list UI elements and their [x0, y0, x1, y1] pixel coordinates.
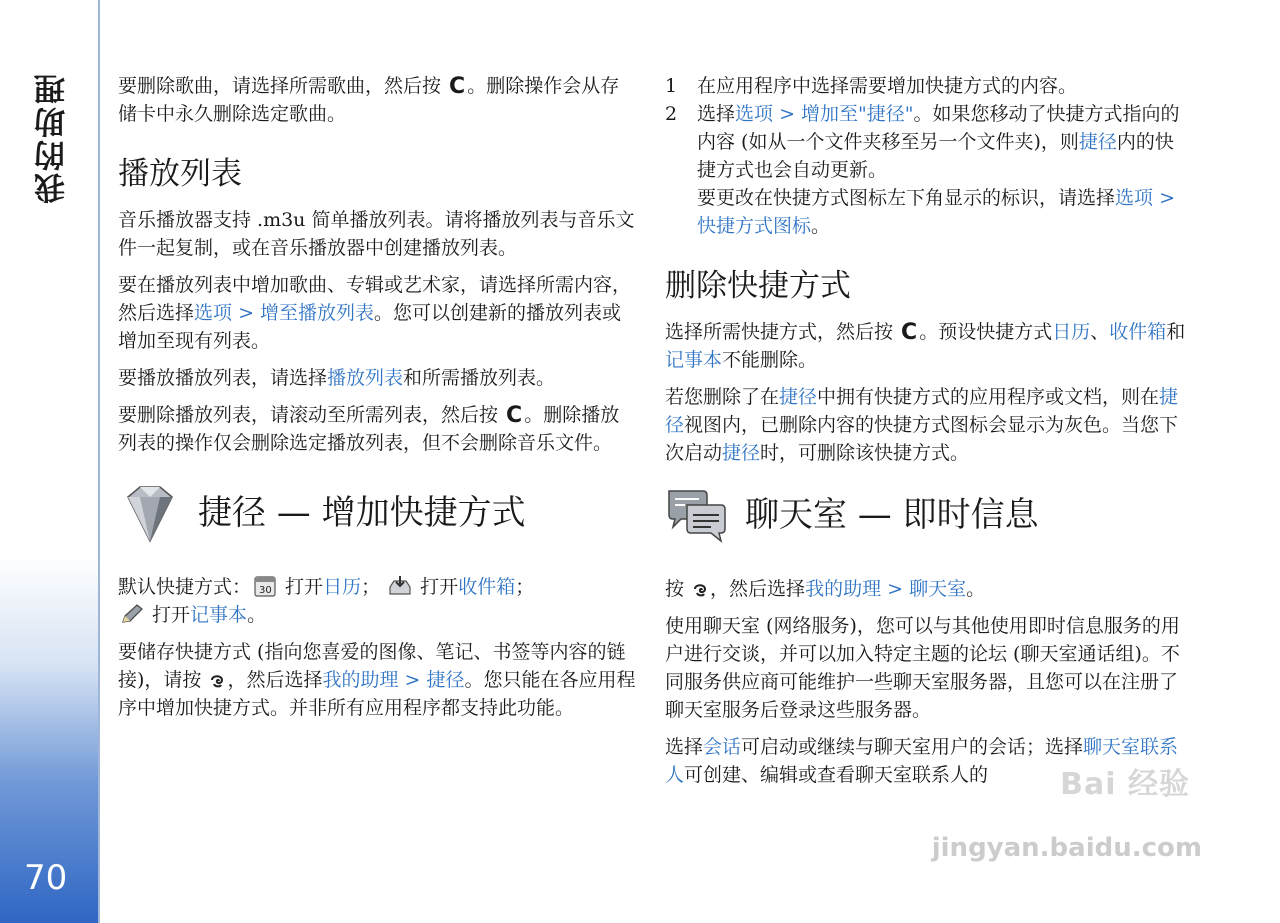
shortcuts-link[interactable]: 捷径 [1078, 131, 1117, 153]
options-link[interactable]: 选项 [735, 103, 774, 125]
add-to-playlist-link[interactable]: 增至播放列表 [260, 302, 375, 324]
menu-key-icon [209, 672, 225, 688]
shortcuts-link[interactable]: 捷径 [426, 669, 465, 691]
diamond-icon [118, 483, 182, 543]
c-key-icon: C [506, 403, 523, 428]
left-column [118, 72, 638, 731]
chat-sessions-paragraph: 选择会话可启动或继续与聊天室用户的会话；选择聊天室联系人可创建、编辑或查看聊天室联系人的 [665, 736, 1179, 786]
watermark-url: jingyan.baidu.com [931, 833, 1202, 863]
step-item: 1 在应用程序中选择需要增加快捷方式的内容。 [665, 75, 1078, 97]
notepad-link[interactable]: 记事本 [190, 604, 248, 626]
chat-section-header [665, 485, 1190, 545]
shortcuts-link[interactable]: 捷径 [665, 386, 1179, 436]
calendar-icon [253, 575, 277, 597]
c-key-icon: C [901, 320, 918, 345]
delete-playlist-paragraph: 要删除播放列表，请滚动至所需列表，然后按 C 。删除播放列表的操作仅会删除选定播放列表，但不会删除音乐文件。 [118, 403, 620, 454]
calendar-link[interactable]: 日历 [323, 576, 362, 598]
deleted-content-paragraph: 若您删除了在捷径中拥有快捷方式的应用程序或文档，则在捷径视图内，已删除内容的快捷方式图标会显示为灰色。当您下次启动捷径时，可删除该快捷方式。 [665, 386, 1179, 464]
chat-link[interactable]: 聊天室 [909, 578, 967, 600]
chat-description-paragraph: 使用聊天室 (网络服务)，您可以与其他使用即时信息服务的用户进行交谈，并可以加入特定主题的论坛 (聊天室通话组)。不同服务供应商可能维护一些聊天室服务器，且您可以在注册了聊天室服务后登录这些服务器。 [665, 615, 1180, 721]
inbox-link[interactable]: 收件箱 [458, 576, 516, 598]
calendar-link[interactable]: 日历 [1052, 321, 1091, 343]
default-shortcuts-paragraph: 默认快捷方式： 30 打开日历； 打开收件箱； 打开记事本。 [118, 576, 535, 626]
page-number: 70 [24, 858, 68, 898]
delete-song-paragraph: 要删除歌曲，请选择所需歌曲，然后按 C 。删除操作会从存储卡中永久删除选定歌曲。 [118, 74, 620, 125]
add-to-playlist-paragraph: 要在播放列表中增加歌曲、专辑或艺术家，请选择所需内容，然后选择选项 > 增至播放列表。您可以创建新的播放列表或增加至现有列表。 [118, 274, 632, 352]
inbox-link[interactable]: 收件箱 [1109, 321, 1167, 343]
shortcuts-link[interactable]: 捷径 [722, 442, 761, 464]
notepad-pencil-icon [120, 603, 144, 625]
chapter-title: 我的助理 [35, 72, 71, 204]
right-column [665, 72, 1190, 798]
chat-heading: 聊天室 — 即时信息 [745, 495, 1039, 535]
shortcut-icon-link[interactable]: 快捷方式图标 [697, 215, 812, 237]
c-key-icon: C [449, 74, 466, 99]
menu-key-icon [692, 581, 708, 597]
play-playlist-paragraph: 要播放播放列表，请选择播放列表和所需播放列表。 [118, 367, 556, 389]
delete-shortcut-heading: 删除快捷方式 [665, 268, 851, 304]
chat-open-paragraph: 按 ，然后选择我的助理 > 聊天室。 [665, 578, 986, 600]
watermark-brand: Bai 经验 [1060, 767, 1190, 802]
playlists-link[interactable]: 播放列表 [327, 367, 404, 389]
playlist-intro-paragraph: 音乐播放器支持 .m3u 简单播放列表。请将播放列表与音乐文件一起复制，或在音乐播放器中创建播放列表。 [118, 209, 635, 259]
my-own-link[interactable]: 我的助理 [805, 578, 882, 600]
chapter-sidebar [0, 0, 100, 923]
shortcut-steps [665, 72, 1190, 240]
shortcuts-link[interactable]: 捷径 [779, 386, 818, 408]
svg-text:30: 30 [259, 585, 272, 596]
inbox-icon [388, 575, 412, 597]
conversations-link[interactable]: 会话 [703, 736, 742, 758]
step-item: 2 选择选项 > 增加至"捷径"。如果您移动了快捷方式指向的内容 (如从一个文件夹移至另一个文件夹)，则捷径内的快捷方式也会自动更新。 要更改在快捷方式图标左下角显示的标识，请选择选项 > 快捷方式图标。 [665, 103, 1180, 237]
add-to-shortcuts-link[interactable]: 增加至"捷径" [801, 103, 914, 125]
my-own-link[interactable]: 我的助理 [322, 669, 399, 691]
delete-shortcut-paragraph: 选择所需快捷方式，然后按 C 。预设快捷方式日历、收件箱和记事本不能删除。 [665, 320, 1186, 371]
save-shortcut-paragraph: 要储存快捷方式 (指向您喜爱的图像、笔记、书签等内容的链接)，请按 ，然后选择我的助理 > 捷径。您只能在各应用程序中增加快捷方式。并非所有应用程序都支持此功能。 [118, 641, 636, 719]
shortcuts-heading: 捷径 — 增加快捷方式 [198, 493, 526, 533]
notepad-link[interactable]: 记事本 [665, 349, 723, 371]
chat-contacts-link[interactable]: 聊天室联系人 [665, 736, 1179, 786]
playlist-heading: 播放列表 [118, 156, 242, 192]
chat-bubbles-icon [665, 485, 729, 545]
shortcuts-section-header [118, 483, 638, 543]
options-link[interactable]: 选项 [194, 302, 233, 324]
options-link[interactable]: 选项 [1115, 187, 1154, 209]
